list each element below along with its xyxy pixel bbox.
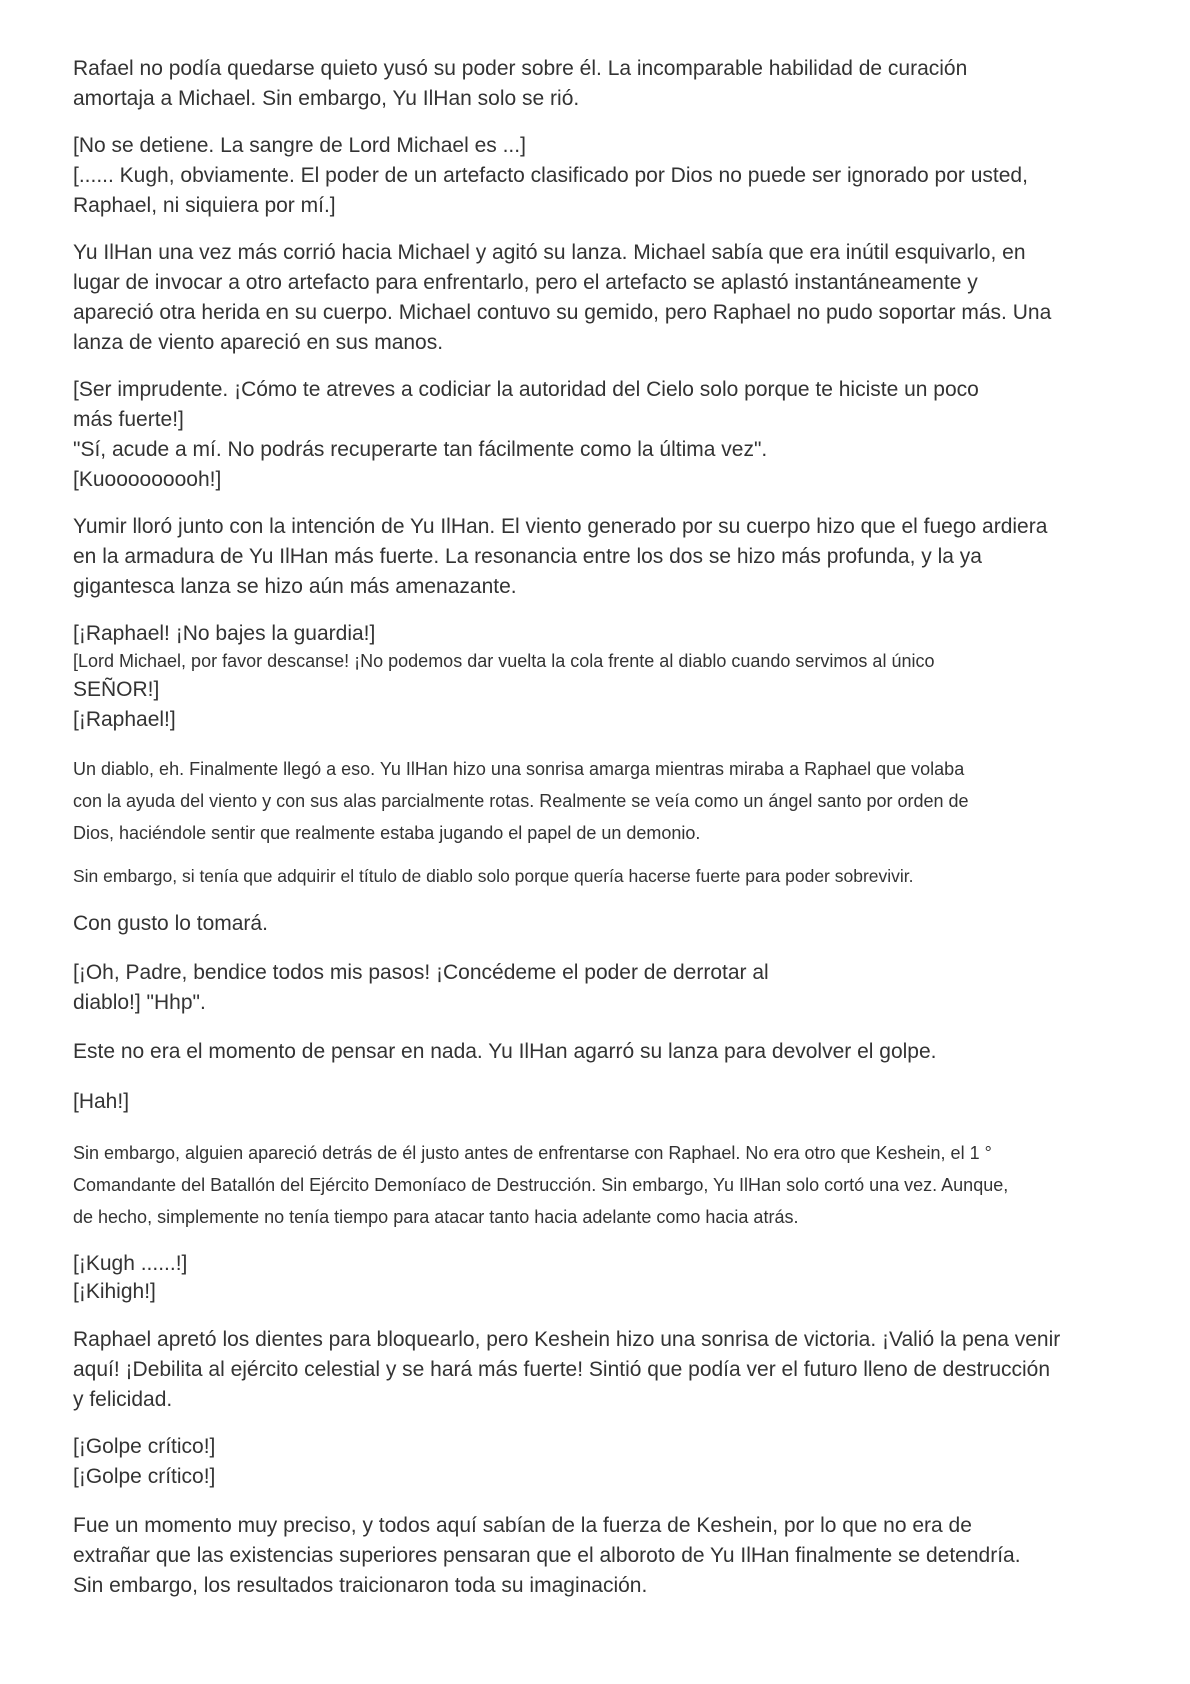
- dialogue-block: [¡Oh, Padre, bendice todos mis pasos! ¡Concédeme el poder de derrotar al diablo!] "Hhp".: [73, 961, 769, 1014]
- dialogue-block: [No se detiene. La sangre de Lord Michael es ...] [...... Kugh, obviamente. El poder de un artefacto clasificado por Dios no puede ser ignorado por usted, Raphael, ni siquiera por mí.]: [73, 134, 1028, 217]
- paragraph: Sin embargo, si tenía que adquirir el título de diablo solo porque quería hacerse fuerte para poder sobrevivir.: [73, 866, 914, 886]
- dialogue-line: [Lord Michael, por favor descanse! ¡No podemos dar vuelta la cola frente al diablo cuando servimos al único: [73, 651, 935, 671]
- dialogue-block: SEÑOR!] [¡Raphael!]: [73, 678, 176, 731]
- paragraph: Yumir lloró junto con la intención de Yu IlHan. El viento generado por su cuerpo hizo que el fuego ardiera en la armadura de Yu IlHan más fuerte. La resonancia entre los dos se hizo más profunda, y la ya gigantesca lanza se hizo aún más amenazante.: [73, 515, 1048, 598]
- dialogue-block: [¡Golpe crítico!] [¡Golpe crítico!]: [73, 1435, 216, 1488]
- paragraph: Raphael apretó los dientes para bloquearlo, pero Keshein hizo una sonrisa de victoria. ¡Valió la pena venir aquí! ¡Debilita al ejército celestial y se hará más fuerte! Sintió que podía ver el futuro lleno de destrucción y felicidad.: [73, 1328, 1061, 1411]
- paragraph: Rafael no podía quedarse quieto yusó su poder sobre él. La incomparable habilidad de curación amortaja a Michael. Sin embargo, Yu IlHan solo se rió.: [73, 57, 968, 110]
- paragraph: Fue un momento muy preciso, y todos aquí sabían de la fuerza de Keshein, por lo que no era de extrañar que las existencias superiores pensaran que el alboroto de Yu IlHan finalmente se detendría. Sin embargo, los resultados traicionaron toda su imaginación.: [73, 1514, 1021, 1597]
- paragraph: Este no era el momento de pensar en nada. Yu IlHan agarró su lanza para devolver el golpe.: [73, 1040, 937, 1063]
- dialogue-block: [Ser imprudente. ¡Cómo te atreves a codiciar la autoridad del Cielo solo porque te hiciste un poco más fuerte!] "Sí, acude a mí. No podrás recuperarte tan fácilmente como la última vez". [Kuooooooooh!]: [73, 378, 979, 491]
- paragraph: Yu IlHan una vez más corrió hacia Michael y agitó su lanza. Michael sabía que era inútil esquivarlo, en lugar de invocar a otro artefacto para enfrentarlo, pero el artefacto se aplastó instantáneamente y apareció otra herida en su cuerpo. Michael contuvo su gemido, pero Raphael no pudo soportar más. Una lanza de viento apareció en sus manos.: [73, 241, 1052, 354]
- dialogue-block: [¡Kugh ......!] [¡Kihigh!]: [73, 1252, 188, 1303]
- paragraph: Un diablo, eh. Finalmente llegó a eso. Yu IlHan hizo una sonrisa amarga mientras miraba a Raphael que volaba con la ayuda del viento y con sus alas parcialmente rotas. Realmente se veía como un ángel santo por orden de Dios, haciéndole sentir que realmente estaba jugando el papel de un demonio.: [73, 759, 969, 843]
- paragraph: Sin embargo, alguien apareció detrás de él justo antes de enfrentarse con Raphael. No era otro que Keshein, el 1 ° Comandante del Batallón del Ejército Demoníaco de Destrucción. Sin embargo, Yu IlHan solo cortó una vez. Aunque, de hecho, simplemente no tenía tiempo para atacar tanto hacia adelante como hacia atrás.: [73, 1143, 1009, 1227]
- dialogue-line: [Hah!]: [73, 1090, 130, 1113]
- paragraph: Con gusto lo tomará.: [73, 912, 268, 935]
- document-page: [73, 54, 1133, 1601]
- dialogue-line: [¡Raphael! ¡No bajes la guardia!]: [73, 622, 376, 645]
